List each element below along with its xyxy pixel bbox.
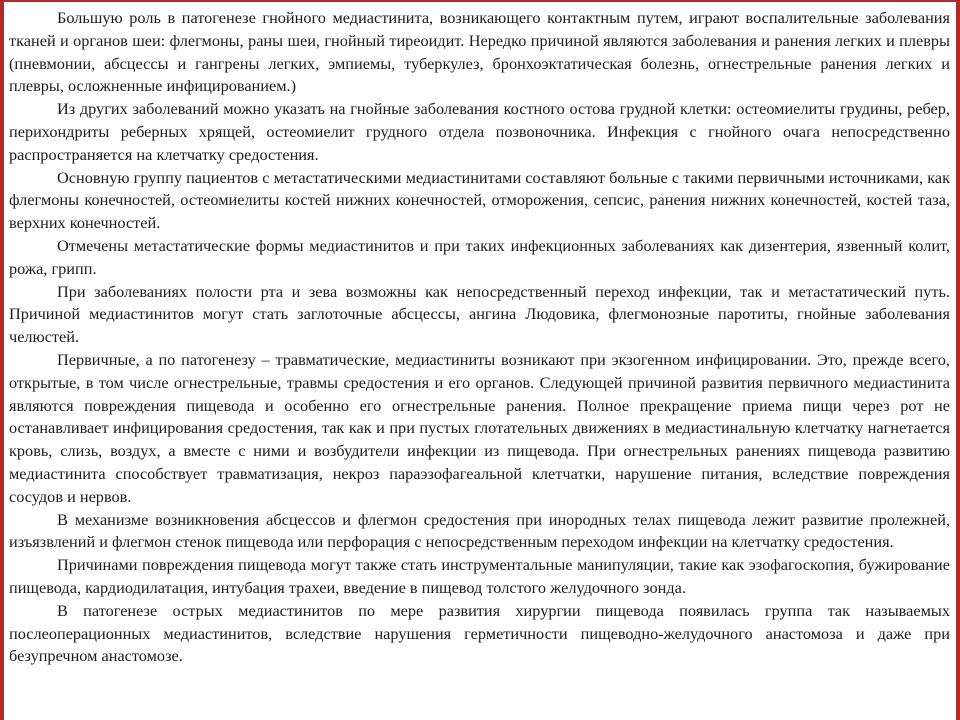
- paragraph-4: Отмечены метастатические формы медиастинитов и при таких инфекционных заболеваниях как дизентерия, язвенный колит, рожа, грипп.: [9, 235, 950, 278]
- paragraph-2: Из других заболеваний можно указать на гнойные заболевания костного остова грудной клетки: остеомиелиты грудины, ребер, перихондриты реберных хрящей, остеомиелит грудного отдела позвоночника. Инфекция с гнойного очага непосредственно распространяется на клетчатку средостения.: [9, 99, 950, 164]
- paragraph-3: Основную группу пациентов с метастатическими медиастинитами составляют больные с такими первичными источниками, как флегмоны конечностей, остеомиелиты костей нижних конечностей, отморожения, сепсис, ранения нижних конечностей, костей таза, верхних конечностей.: [9, 167, 950, 233]
- paragraph-5: При заболеваниях полости рта и зева возможны как непосредственный переход инфекции, так и метастатический путь. Причиной медиастинитов могут стать заглоточные абсцессы, ангина Людовика, флегмонозные паротиты, гнойные заболевания челюстей.: [9, 281, 950, 347]
- paragraph-6: Первичные, а по патогенезу – травматические, медиастиниты возникают при экзогенном инфицировании. Это, прежде всего, открытые, в том числе огнестрельные, травмы средостения и его органов. Следующей причиной развития первичного медиастинита являются повреждения пищевода и особенно его огнестрельные ранения. Полное прекращение приема пищи через рот не останавливает инфицирования средостения, так как и при пустых глотательных движениях в медиастинальную клетчатку нагнетается кровь, слизь, воздух, а вместе с ними и возбудители инфекции из пищевода. При огнестрельных ранениях пищевода развитию медиастинита способствует травматизация, некроз параэзофагеальной клетчатки, нарушение питания, вследствие повреждения сосудов и нервов.: [9, 349, 950, 506]
- document-body: [9, 7, 950, 668]
- paragraph-9: В патогенезе острых медиастинитов по мере развития хирургии пищевода появилась группа так называемых послеоперационных медиастинитов, вследствие нарушения герметичности пищеводно-желудочного анастомоза и даже при безупречном анастомозе.: [9, 600, 950, 666]
- paragraph-7: В механизме возникновения абсцессов и флегмон средостения при инородных телах пищевода лежит развитие пролежней, изъязвлений и флегмон стенок пищевода или перфорация с непосредственным переходом инфекции на клетчатку средостения.: [9, 509, 950, 552]
- paragraph-1: Большую роль в патогенезе гнойного медиастинита, возникающего контактным путем, играют воспалительные заболевания тканей и органов шеи: флегмоны, раны шеи, гнойный тиреоидит. Нередко причиной являются заболевания и ранения легких и плевры (пневмонии, абсцессы и гангрены легких, эмпиемы, туберкулез, бронхоэктатическая болезнь, огнестрельные ранения легких и плевры, осложненные инфицированием.): [9, 8, 950, 96]
- paragraph-8: Причинами повреждения пищевода могут также стать инструментальные манипуляции, такие как эзофагоскопия, бужирование пищевода, кардиодилатация, интубация трахеи, введение в пищевод толстого желудочного зонда.: [9, 555, 950, 597]
